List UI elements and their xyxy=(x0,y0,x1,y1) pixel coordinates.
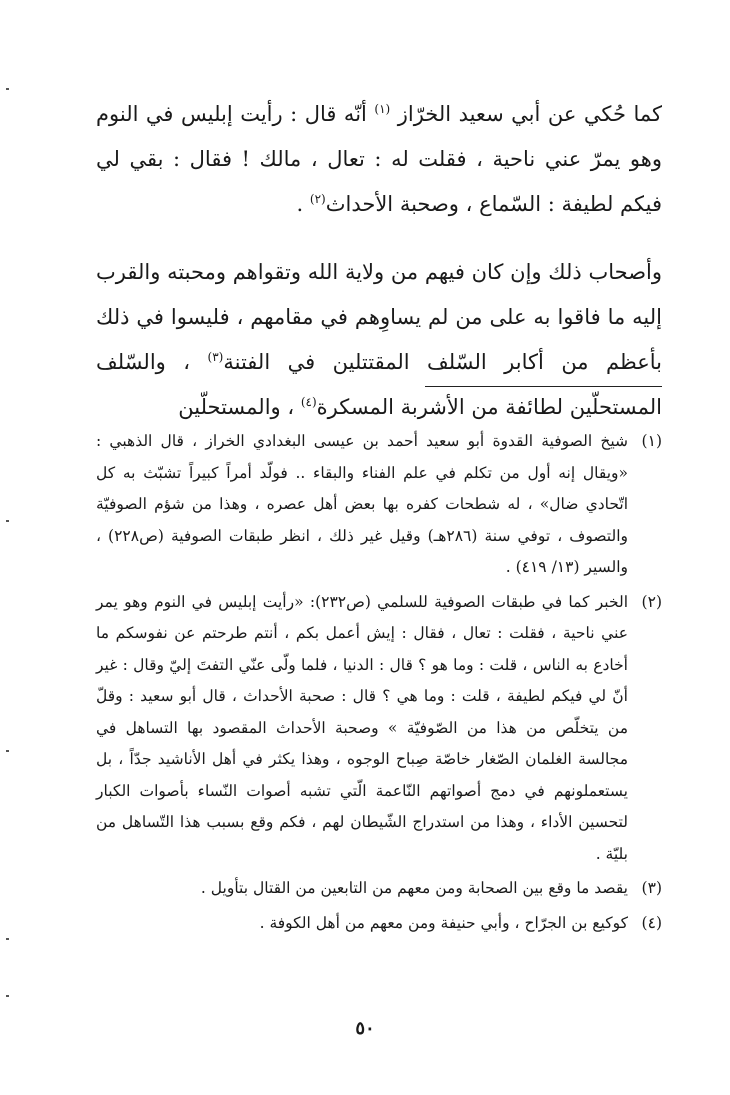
footnote-text: يقصد ما وقع بين الصحابة ومن معهم من التابعين من القتال بتأويل . xyxy=(200,879,628,897)
footnote-item xyxy=(96,426,662,584)
footnote-item xyxy=(96,873,662,905)
footnote-separator xyxy=(425,386,662,387)
scan-mark xyxy=(6,995,9,997)
footnote-number: (١) xyxy=(641,432,662,450)
scan-mark xyxy=(6,88,9,90)
scan-mark xyxy=(6,750,9,752)
footnote-reference[interactable]: (١) xyxy=(374,102,391,116)
paragraph-text: . xyxy=(296,192,310,216)
footnote-text: شيخ الصوفية القدوة أبو سعيد أحمد بن عيسى البغدادي الخراز ، قال الذهبي : «ويقال إنه أول من تكلم في علم الفناء والبقاء .. فولّد أمراً كبيراً تشبّث به كل اتّحادي ضال» ، له شطحات كفره بها بعض أهل عصره ، وهذا من شؤم الصوفيّة والتصوف ، توفي سنة (٢٨٦هـ) وقيل غير ذلك ، انظر طبقات الصوفية (ص٢٢٨) ، والسير (١٣/ ٤١٩) . xyxy=(96,432,628,576)
paragraph-2 xyxy=(96,250,662,430)
footnote-reference[interactable]: (٢) xyxy=(309,192,326,206)
footnote-reference[interactable]: (٣) xyxy=(207,350,224,364)
page-number: ٥٠ xyxy=(355,1018,375,1039)
footnote-number: (٢) xyxy=(641,592,662,611)
scan-mark xyxy=(6,938,9,940)
paragraph-text: ، والمستحلّين xyxy=(178,395,301,419)
footnote-text: كوكيع بن الجرّاح ، وأبي حنيفة ومن معهم من أهل الكوفة . xyxy=(259,913,628,932)
footnotes xyxy=(96,426,662,939)
paragraph-1 xyxy=(96,92,662,227)
footnote-item xyxy=(96,587,662,871)
footnote-number: (٣) xyxy=(641,879,662,897)
footnote-text: الخبر كما في طبقات الصوفية للسلمي (ص٢٣٢): «رأيت إبليس في النوم وهو يمر عني ناحية ، فقلت : تعال ، فقال : إيش أعمل بكم ، أنتم طرحتم عن نفوسكم ما أخادع به الناس ، قلت : وما هو ؟ قال : الدنيا ، فلما ولّى عنّي التفتَ إليّ وقال : غير أنّ لي فيكم لطيفة ، قلت : وما هي ؟ قال : صحبة الأحداث ، قال أبو سعيد : وقلّ من يتخلّص من هذا من الصّوفيّة » وصحبة الأحداث المقصود بها التساهل في مجالسة الغلمان الصّغار خاصّة صِباح الوجوه ، وهذا يكثر في أهل الأناشيد جدّاً ، بل يستعملونهم في دمج أصواتهم النّاعمة الّتي تشبه أصوات النّساء بأصوات الكبار لتحسين الأداء ، وهذا من استدراج الشّيطان لهم ، فكم وقع بسبب هذا التّساهل من بليّة . xyxy=(96,592,628,863)
scan-mark xyxy=(6,520,9,522)
paragraph-text: وأصحاب ذلك وإن كان فيهم من ولاية الله وتقواهم ومحبته والقرب إليه ما فاقوا به على من لم يساوِهم في مقامهم ، فليسوا في ذلك بأعظم من أكابر السّلف المقتتلين في الفتنة xyxy=(96,260,662,374)
main-text xyxy=(96,92,662,430)
paragraph-text: أنّه قال : رأيت إبليس في النوم وهو يمرّ عني ناحية ، فقلت له : تعال ، مالك ! فقال : بقي لي فيكم لطيفة : السّماع ، وصحبة الأحداث xyxy=(96,102,662,216)
footnote-number: (٤) xyxy=(641,913,662,932)
paragraph-text: ، والسّلف المستحلّين لطائفة من الأشربة المسكرة xyxy=(96,350,662,419)
footnote-reference[interactable]: (٤) xyxy=(300,395,317,409)
paragraph-text: كما حُكي عن أبي سعيد الخرّاز xyxy=(390,102,662,126)
footnote-item xyxy=(96,908,662,940)
